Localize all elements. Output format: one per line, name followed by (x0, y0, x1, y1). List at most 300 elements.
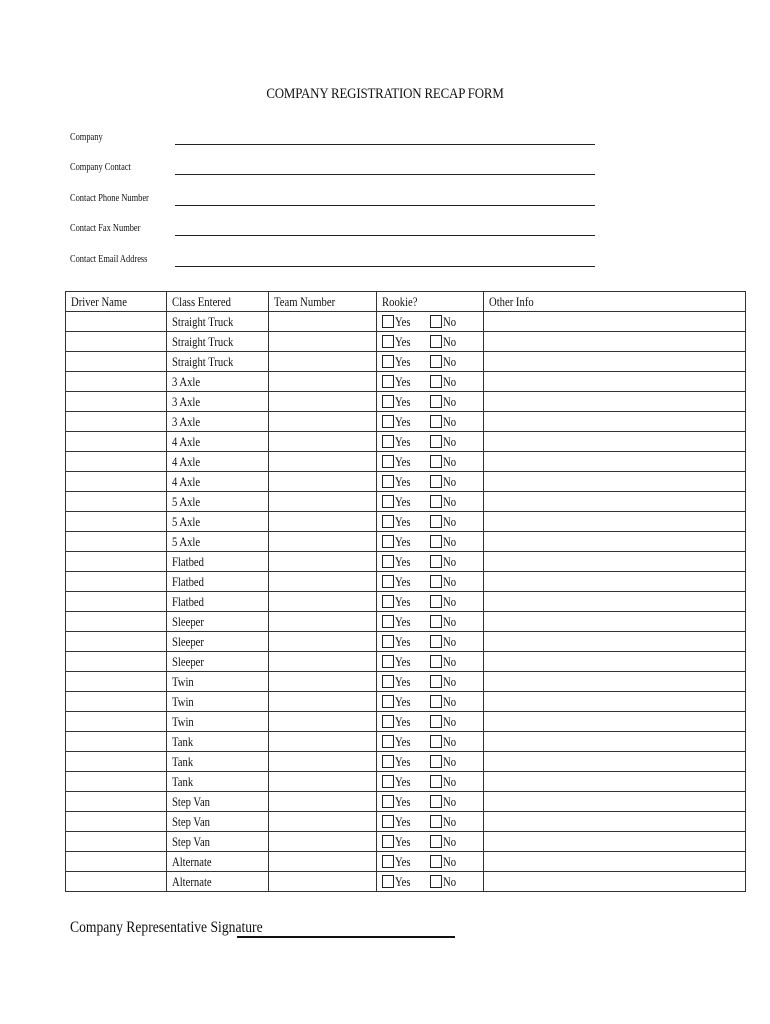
driver-name-cell[interactable] (66, 832, 167, 852)
contact-email-field (70, 247, 600, 267)
yes-label: Yes (395, 793, 411, 809)
rookie-cell (377, 632, 484, 652)
rookie-cell (377, 452, 484, 472)
contact-phone-input-line[interactable] (175, 205, 595, 206)
driver-name-cell[interactable] (66, 872, 167, 892)
team-number-cell[interactable] (269, 312, 377, 332)
contact-fax-label: Contact Fax Number (70, 223, 141, 234)
team-number-cell[interactable] (269, 352, 377, 372)
driver-name-cell[interactable] (66, 312, 167, 332)
team-number-cell[interactable] (269, 532, 377, 552)
rookie-yes-checkbox[interactable] (382, 595, 394, 608)
team-number-cell[interactable] (269, 812, 377, 832)
rookie-yes-checkbox[interactable] (382, 435, 394, 448)
team-number-cell[interactable] (269, 552, 377, 572)
driver-name-cell[interactable] (66, 472, 167, 492)
registration-table (65, 291, 746, 892)
driver-name-cell[interactable] (66, 452, 167, 472)
rookie-no-checkbox[interactable] (430, 315, 442, 328)
driver-name-cell[interactable] (66, 812, 167, 832)
rookie-cell (377, 312, 484, 332)
rookie-yes-checkbox[interactable] (382, 475, 394, 488)
other-info-cell[interactable] (484, 432, 746, 452)
driver-name-cell[interactable] (66, 392, 167, 412)
rookie-no-checkbox[interactable] (430, 355, 442, 368)
no-label: No (443, 473, 457, 489)
driver-name-cell[interactable] (66, 712, 167, 732)
no-label: No (443, 373, 457, 389)
table-row (66, 532, 746, 552)
rookie-no-checkbox[interactable] (430, 435, 442, 448)
company-contact-input-line[interactable] (175, 174, 595, 175)
rookie-cell (377, 552, 484, 572)
team-number-cell[interactable] (269, 772, 377, 792)
yes-label: Yes (395, 753, 411, 769)
rookie-yes-checkbox[interactable] (382, 555, 394, 568)
other-info-cell[interactable] (484, 372, 746, 392)
no-label: No (443, 333, 457, 349)
team-number-cell[interactable] (269, 712, 377, 732)
rookie-yes-checkbox[interactable] (382, 815, 394, 828)
rookie-cell (377, 772, 484, 792)
rookie-cell (377, 732, 484, 752)
other-info-cell[interactable] (484, 832, 746, 852)
yes-label: Yes (395, 613, 411, 629)
class-entered-cell: Flatbed (167, 592, 269, 612)
rookie-cell (377, 672, 484, 692)
rookie-yes-checkbox[interactable] (382, 855, 394, 868)
rookie-no-checkbox[interactable] (430, 615, 442, 628)
table-row (66, 372, 746, 392)
header-rookie: Rookie? (377, 292, 484, 312)
rookie-yes-checkbox[interactable] (382, 635, 394, 648)
table-row (66, 632, 746, 652)
company-contact-label: Company Contact (70, 162, 131, 173)
rookie-yes-checkbox[interactable] (382, 355, 394, 368)
rookie-yes-checkbox[interactable] (382, 655, 394, 668)
team-number-cell[interactable] (269, 652, 377, 672)
rookie-no-checkbox[interactable] (430, 835, 442, 848)
team-number-cell[interactable] (269, 792, 377, 812)
other-info-cell[interactable] (484, 852, 746, 872)
no-label: No (443, 713, 457, 729)
driver-name-cell[interactable] (66, 652, 167, 672)
class-entered-cell: Twin (167, 712, 269, 732)
no-label: No (443, 793, 457, 809)
team-number-cell[interactable] (269, 692, 377, 712)
yes-label: Yes (395, 533, 411, 549)
no-label: No (443, 833, 457, 849)
driver-name-cell[interactable] (66, 592, 167, 612)
other-info-cell[interactable] (484, 552, 746, 572)
table-row (66, 332, 746, 352)
team-number-cell[interactable] (269, 672, 377, 692)
yes-label: Yes (395, 873, 411, 889)
other-info-cell[interactable] (484, 592, 746, 612)
yes-label: Yes (395, 833, 411, 849)
class-entered-cell: Straight Truck (167, 352, 269, 372)
class-entered-cell: 3 Axle (167, 392, 269, 412)
rookie-cell (377, 412, 484, 432)
rookie-no-checkbox[interactable] (430, 535, 442, 548)
driver-name-cell[interactable] (66, 752, 167, 772)
rookie-yes-checkbox[interactable] (382, 775, 394, 788)
other-info-cell[interactable] (484, 472, 746, 492)
other-info-cell[interactable] (484, 672, 746, 692)
driver-name-cell[interactable] (66, 412, 167, 432)
table-row (66, 732, 746, 752)
other-info-cell[interactable] (484, 452, 746, 472)
table-row (66, 612, 746, 632)
rookie-cell (377, 852, 484, 872)
driver-name-cell[interactable] (66, 692, 167, 712)
rookie-yes-checkbox[interactable] (382, 835, 394, 848)
yes-label: Yes (395, 433, 411, 449)
yes-label: Yes (395, 813, 411, 829)
driver-name-cell[interactable] (66, 512, 167, 532)
header-class-entered: Class Entered (167, 292, 269, 312)
team-number-cell[interactable] (269, 732, 377, 752)
driver-name-cell[interactable] (66, 772, 167, 792)
rookie-cell (377, 712, 484, 732)
team-number-cell[interactable] (269, 452, 377, 472)
no-label: No (443, 453, 457, 469)
rookie-cell (377, 572, 484, 592)
rookie-yes-checkbox[interactable] (382, 575, 394, 588)
team-number-cell[interactable] (269, 852, 377, 872)
other-info-cell[interactable] (484, 532, 746, 552)
no-label: No (443, 753, 457, 769)
team-number-cell[interactable] (269, 492, 377, 512)
table-row (66, 652, 746, 672)
class-entered-cell: 5 Axle (167, 532, 269, 552)
team-number-cell[interactable] (269, 432, 377, 452)
rookie-cell (377, 472, 484, 492)
rookie-yes-checkbox[interactable] (382, 535, 394, 548)
driver-name-cell[interactable] (66, 632, 167, 652)
other-info-cell[interactable] (484, 732, 746, 752)
yes-label: Yes (395, 493, 411, 509)
driver-name-cell[interactable] (66, 612, 167, 632)
form-title: COMPANY REGISTRATION RECAP FORM (266, 86, 504, 102)
class-entered-cell: Flatbed (167, 552, 269, 572)
class-entered-cell: Tank (167, 752, 269, 772)
class-entered-cell: 5 Axle (167, 492, 269, 512)
team-number-cell[interactable] (269, 752, 377, 772)
rookie-no-checkbox[interactable] (430, 475, 442, 488)
table-row (66, 412, 746, 432)
table-row (66, 492, 746, 512)
yes-label: Yes (395, 553, 411, 569)
class-entered-cell: 4 Axle (167, 452, 269, 472)
company-input-line[interactable] (175, 144, 595, 145)
no-label: No (443, 353, 457, 369)
rookie-no-checkbox[interactable] (430, 875, 442, 888)
rookie-no-checkbox[interactable] (430, 695, 442, 708)
yes-label: Yes (395, 513, 411, 529)
rookie-yes-checkbox[interactable] (382, 455, 394, 468)
other-info-cell[interactable] (484, 572, 746, 592)
rookie-yes-checkbox[interactable] (382, 715, 394, 728)
contact-phone-label: Contact Phone Number (70, 193, 149, 204)
rookie-yes-checkbox[interactable] (382, 795, 394, 808)
table-row (66, 712, 746, 732)
rookie-cell (377, 432, 484, 452)
team-number-cell[interactable] (269, 472, 377, 492)
company-label: Company (70, 132, 103, 143)
rookie-no-checkbox[interactable] (430, 795, 442, 808)
driver-name-cell[interactable] (66, 372, 167, 392)
rookie-no-checkbox[interactable] (430, 715, 442, 728)
class-entered-cell: Step Van (167, 792, 269, 812)
rookie-cell (377, 752, 484, 772)
rookie-no-checkbox[interactable] (430, 395, 442, 408)
no-label: No (443, 633, 457, 649)
no-label: No (443, 853, 457, 869)
driver-name-cell[interactable] (66, 492, 167, 512)
yes-label: Yes (395, 573, 411, 589)
yes-label: Yes (395, 373, 411, 389)
class-entered-cell: Tank (167, 772, 269, 792)
table-row (66, 752, 746, 772)
rookie-cell (377, 352, 484, 372)
other-info-cell[interactable] (484, 492, 746, 512)
other-info-cell[interactable] (484, 772, 746, 792)
rookie-no-checkbox[interactable] (430, 415, 442, 428)
driver-name-cell[interactable] (66, 432, 167, 452)
yes-label: Yes (395, 853, 411, 869)
contact-email-input-line[interactable] (175, 266, 595, 267)
no-label: No (443, 553, 457, 569)
driver-name-cell[interactable] (66, 532, 167, 552)
rookie-yes-checkbox[interactable] (382, 395, 394, 408)
rookie-cell (377, 392, 484, 412)
class-entered-cell: 3 Axle (167, 412, 269, 432)
yes-label: Yes (395, 693, 411, 709)
other-info-cell[interactable] (484, 692, 746, 712)
rookie-no-checkbox[interactable] (430, 635, 442, 648)
other-info-cell[interactable] (484, 352, 746, 372)
other-info-cell[interactable] (484, 872, 746, 892)
team-number-cell[interactable] (269, 612, 377, 632)
table-row (66, 832, 746, 852)
no-label: No (443, 733, 457, 749)
class-entered-cell: Tank (167, 732, 269, 752)
yes-label: Yes (395, 313, 411, 329)
table-row (66, 792, 746, 812)
yes-label: Yes (395, 353, 411, 369)
table-row (66, 572, 746, 592)
rookie-yes-checkbox[interactable] (382, 735, 394, 748)
other-info-cell[interactable] (484, 312, 746, 332)
class-entered-cell: Alternate (167, 852, 269, 872)
no-label: No (443, 393, 457, 409)
driver-name-cell[interactable] (66, 552, 167, 572)
team-number-cell[interactable] (269, 372, 377, 392)
other-info-cell[interactable] (484, 612, 746, 632)
header-other-info: Other Info (484, 292, 746, 312)
table-row (66, 592, 746, 612)
no-label: No (443, 773, 457, 789)
class-entered-cell: Step Van (167, 832, 269, 852)
no-label: No (443, 433, 457, 449)
table-row (66, 452, 746, 472)
rookie-yes-checkbox[interactable] (382, 695, 394, 708)
rookie-no-checkbox[interactable] (430, 575, 442, 588)
no-label: No (443, 613, 457, 629)
rookie-cell (377, 492, 484, 512)
rookie-yes-checkbox[interactable] (382, 335, 394, 348)
team-number-cell[interactable] (269, 512, 377, 532)
class-entered-cell: 5 Axle (167, 512, 269, 532)
driver-name-cell[interactable] (66, 352, 167, 372)
other-info-cell[interactable] (484, 752, 746, 772)
no-label: No (443, 533, 457, 549)
class-entered-cell: Flatbed (167, 572, 269, 592)
signature-line[interactable] (237, 936, 455, 938)
other-info-cell[interactable] (484, 412, 746, 432)
team-number-cell[interactable] (269, 392, 377, 412)
rookie-cell (377, 832, 484, 852)
table-row (66, 552, 746, 572)
driver-name-cell[interactable] (66, 792, 167, 812)
other-info-cell[interactable] (484, 632, 746, 652)
yes-label: Yes (395, 773, 411, 789)
rookie-cell (377, 872, 484, 892)
rookie-cell (377, 372, 484, 392)
class-entered-cell: Step Van (167, 812, 269, 832)
no-label: No (443, 413, 457, 429)
rookie-no-checkbox[interactable] (430, 555, 442, 568)
rookie-no-checkbox[interactable] (430, 855, 442, 868)
contact-fax-field (70, 216, 600, 236)
other-info-cell[interactable] (484, 332, 746, 352)
table-row (66, 472, 746, 492)
rookie-no-checkbox[interactable] (430, 735, 442, 748)
yes-label: Yes (395, 333, 411, 349)
driver-name-cell[interactable] (66, 332, 167, 352)
driver-name-cell[interactable] (66, 672, 167, 692)
no-label: No (443, 673, 457, 689)
rookie-no-checkbox[interactable] (430, 655, 442, 668)
team-number-cell[interactable] (269, 332, 377, 352)
rookie-no-checkbox[interactable] (430, 815, 442, 828)
rookie-cell (377, 792, 484, 812)
table-row (66, 432, 746, 452)
class-entered-cell: Straight Truck (167, 332, 269, 352)
table-row (66, 812, 746, 832)
class-entered-cell: Twin (167, 672, 269, 692)
team-number-cell[interactable] (269, 832, 377, 852)
team-number-cell[interactable] (269, 632, 377, 652)
rookie-yes-checkbox[interactable] (382, 375, 394, 388)
class-entered-cell: Sleeper (167, 612, 269, 632)
signature-label: Company Representative Signature (70, 919, 263, 936)
contact-fax-input-line[interactable] (175, 235, 595, 236)
team-number-cell[interactable] (269, 412, 377, 432)
class-entered-cell: 4 Axle (167, 472, 269, 492)
no-label: No (443, 873, 457, 889)
class-entered-cell: Sleeper (167, 652, 269, 672)
rookie-no-checkbox[interactable] (430, 675, 442, 688)
yes-label: Yes (395, 413, 411, 429)
table-header-row (66, 292, 746, 312)
rookie-no-checkbox[interactable] (430, 595, 442, 608)
rookie-cell (377, 332, 484, 352)
other-info-cell[interactable] (484, 652, 746, 672)
rookie-yes-checkbox[interactable] (382, 675, 394, 688)
rookie-no-checkbox[interactable] (430, 335, 442, 348)
header-driver-name: Driver Name (66, 292, 167, 312)
no-label: No (443, 593, 457, 609)
driver-name-cell[interactable] (66, 852, 167, 872)
other-info-cell[interactable] (484, 392, 746, 412)
table-row (66, 852, 746, 872)
table-row (66, 872, 746, 892)
rookie-yes-checkbox[interactable] (382, 515, 394, 528)
yes-label: Yes (395, 453, 411, 469)
other-info-cell[interactable] (484, 812, 746, 832)
rookie-cell (377, 512, 484, 532)
no-label: No (443, 573, 457, 589)
yes-label: Yes (395, 713, 411, 729)
yes-label: Yes (395, 593, 411, 609)
rookie-cell (377, 612, 484, 632)
yes-label: Yes (395, 673, 411, 689)
yes-label: Yes (395, 733, 411, 749)
no-label: No (443, 313, 457, 329)
other-info-cell[interactable] (484, 712, 746, 732)
table-row (66, 392, 746, 412)
rookie-cell (377, 592, 484, 612)
rookie-no-checkbox[interactable] (430, 375, 442, 388)
rookie-no-checkbox[interactable] (430, 495, 442, 508)
rookie-yes-checkbox[interactable] (382, 755, 394, 768)
table-row (66, 512, 746, 532)
rookie-yes-checkbox[interactable] (382, 875, 394, 888)
rookie-yes-checkbox[interactable] (382, 615, 394, 628)
other-info-cell[interactable] (484, 512, 746, 532)
no-label: No (443, 813, 457, 829)
no-label: No (443, 653, 457, 669)
rookie-cell (377, 812, 484, 832)
rookie-yes-checkbox[interactable] (382, 495, 394, 508)
team-number-cell[interactable] (269, 592, 377, 612)
yes-label: Yes (395, 633, 411, 649)
yes-label: Yes (395, 653, 411, 669)
no-label: No (443, 513, 457, 529)
team-number-cell[interactable] (269, 872, 377, 892)
company-field (70, 125, 600, 145)
rookie-yes-checkbox[interactable] (382, 315, 394, 328)
rookie-no-checkbox[interactable] (430, 755, 442, 768)
other-info-cell[interactable] (484, 792, 746, 812)
class-entered-cell: 3 Axle (167, 372, 269, 392)
header-team-number: Team Number (269, 292, 377, 312)
rookie-no-checkbox[interactable] (430, 775, 442, 788)
driver-name-cell[interactable] (66, 572, 167, 592)
rookie-cell (377, 692, 484, 712)
driver-name-cell[interactable] (66, 732, 167, 752)
table-row (66, 772, 746, 792)
rookie-no-checkbox[interactable] (430, 515, 442, 528)
contact-phone-field (70, 186, 600, 206)
rookie-cell (377, 532, 484, 552)
team-number-cell[interactable] (269, 572, 377, 592)
rookie-no-checkbox[interactable] (430, 455, 442, 468)
rookie-yes-checkbox[interactable] (382, 415, 394, 428)
no-label: No (443, 693, 457, 709)
